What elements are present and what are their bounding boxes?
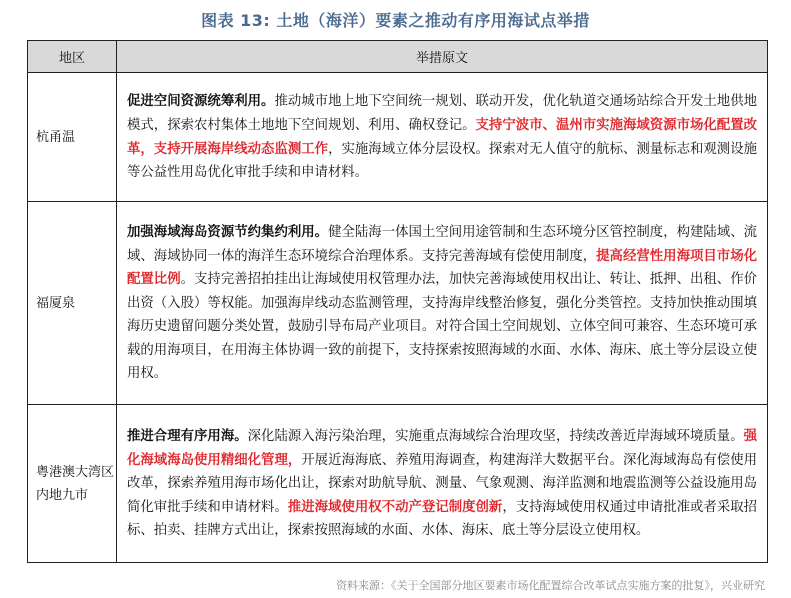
body-text: ，支持海域使用权通过申请批准或者采取招标、拍卖、挂牌方式出让，探索按照海域的水面、水体、海床、底土等分层设立使用权。 — [127, 499, 758, 539]
header-measures: 举措原文 — [117, 41, 768, 73]
region-cell: 粤港澳大湾区内地九市 — [28, 405, 117, 563]
body-text: 推动城市地上地下空间统一规划、联动开发，优化轨道交通场站综合开发土地供地模式，探索农村集体土地地下空间规划、利用、确权登记。 — [127, 94, 758, 133]
region-cell: 杭甬温 — [28, 73, 117, 202]
table-row — [28, 202, 768, 405]
body-text: 开展近海海底、养殖用海调查，构建海洋大数据平台。深化海域海岛有偿使用改革，探索养殖用海市场化出让，探索对助航导航、测量、气象观测、海洋监测和地震监测等公益设施用岛简化审批手续和申请材料。 — [127, 452, 758, 515]
region-cell: 福厦泉 — [28, 202, 117, 405]
body-text: ，实施海域立体分层设权。探索对无人值守的航标、测量标志和观测设施等公益性用岛优化审批手续和申请材料。 — [127, 141, 758, 181]
measures-table — [27, 40, 768, 563]
measure-cell — [117, 73, 768, 202]
lead-sentence: 促进空间资源统筹利用。 — [127, 94, 275, 110]
body-text: 。支持完善招拍挂出让海域使用权管理办法，加快完善海域使用权出让、转让、抵押、出租、作价出资（入股）等权能。加强海岸线动态监测管理，支持海岸线整治修复，强化分类管控。支持加快推动围填海历史遗留问题分类处置，鼓励引导布局产业项目。对符合国土空间规划、立体空间可兼容、生态环境可承载的用海项目，在用海主体协调一致的前提下，支持探索按照海域的水面、水体、海床、底土等分层设立使用权。 — [127, 272, 758, 382]
body-text: 健全陆海一体国土空间用途管制和生态环境分区管控制度，构建陆域、流域、海域协同一体的海洋生态环境综合治理体系。支持完善海域有偿使用制度， — [127, 224, 758, 264]
page-title: 图表 13: 土地（海洋）要素之推动有序用海试点举措 — [201, 11, 590, 30]
body-text: 深化陆源入海污染治理，实施重点海域综合治理攻坚，持续改善近岸海域环境质量。 — [247, 429, 744, 445]
table-row — [28, 73, 768, 202]
table-header-row — [28, 41, 768, 73]
measure-cell — [117, 202, 768, 405]
lead-sentence: 加强海域海岛资源节约集约利用。 — [127, 224, 329, 240]
table-row — [28, 405, 768, 563]
measure-cell — [117, 405, 768, 563]
header-region: 地区 — [28, 41, 117, 73]
source-note: 资料来源：《关于全国部分地区要素市场化配置综合改革试点实施方案的批复》，兴业研究 — [336, 579, 765, 592]
highlight-text: 推进海域使用权不动产登记制度创新 — [287, 499, 503, 515]
highlight-text: 强化海域海岛使用精细化管理， — [127, 429, 757, 468]
highlight-text: 提高经营性用海项目市场化配置比例 — [127, 248, 757, 288]
lead-sentence: 推进合理有序用海。 — [127, 429, 248, 445]
highlight-text: 支持宁波市、温州市实施海域资源市场化配置改革，支持开展海岸线动态监测工作 — [127, 117, 758, 157]
